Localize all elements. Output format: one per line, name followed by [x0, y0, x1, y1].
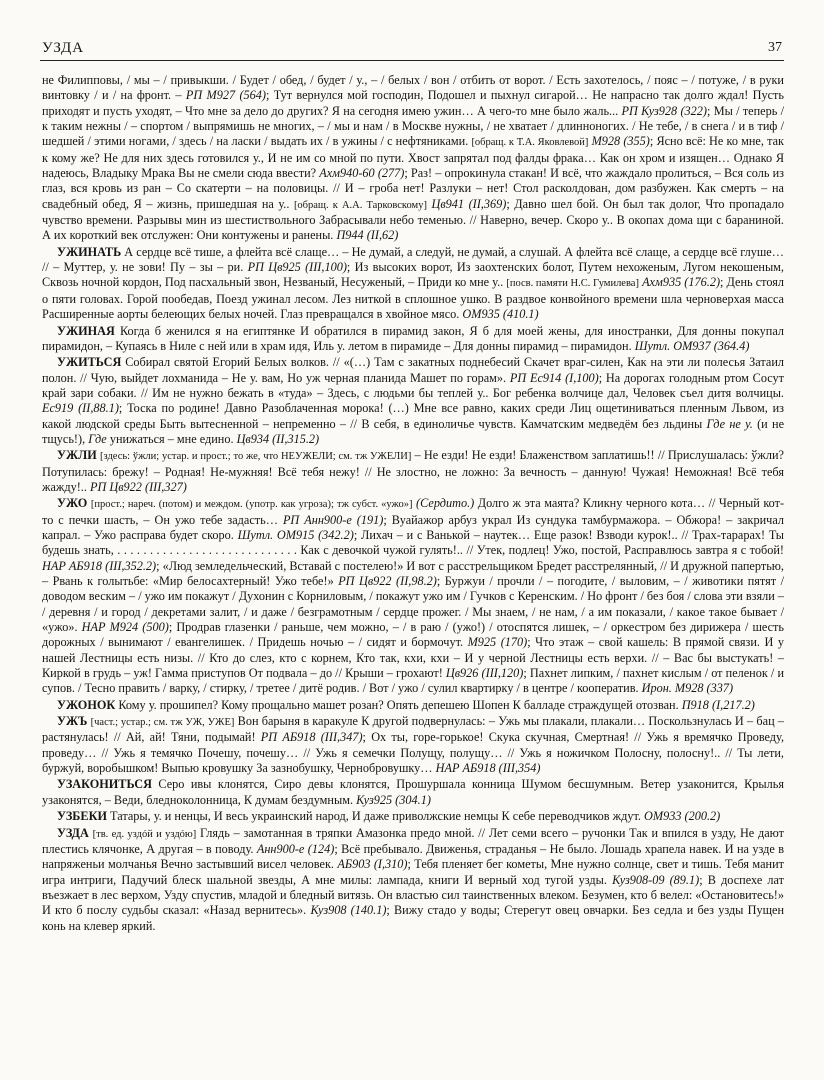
- dictionary-entry: [42, 698, 784, 713]
- source-citation: НАР АБ918 (III,352.2): [42, 558, 157, 573]
- grammar-note: [част.; устар.; см. тж УЖ, УЖЕ]: [90, 717, 235, 729]
- quote-text: ; Раз! – опрокинула стакан! И всё, что жаждало пролиться, – Вся соль из глаз, вся кровь из ран – Со скатерти – на половицы. // И – гроба нет! Разлуки – нет! Стол расколдован, дом разбужен. Как смерть – на свадебный обед, Я – жизнь, пришедшая на у..: [42, 166, 784, 211]
- entry-headword: УЖЛИ: [57, 448, 97, 463]
- quote-text: Когда б женился я на египтянке И обратился в пирамид закон, Я б для моей жены, для иностранки, Для донны покупал пирамидон, – Купаясь в Ниле с ней или в храм идя, Иль у. летом в пирамиде – Для донны пирамид – пирамидон.: [42, 323, 784, 353]
- quote-text: ; День стоял о пяти головах. Горой пообедав, Поезд ужинал лесом. Лез ниткой в сплошное ушко. В раздвое конвойного времени шла черноверхая масса Расширенные аорты белеющих белых ночей. Глаз превращался в хвойное мясо.: [42, 275, 785, 322]
- dictionary-entry: [42, 496, 784, 696]
- quote-text: – Не езди! Не езди! Блаженством заплатишь!! // Прислушалась: ўжли? Потупилась: брежу! – Родная! Не-мужняя! Всё тебя нежу! // Не злостно, не ложно: За вечность – данную! Чужая! Неможная! Всё тебя жажду!..: [42, 448, 784, 494]
- dictionary-entry: [42, 714, 784, 776]
- grammar-note: [тв. ед. уздóй и уздóю]: [92, 828, 197, 840]
- quote-text: Татары, у. и ненцы, И весь украинский народ, И даже приволжские немцы К себе переводчиков ждут.: [106, 809, 645, 824]
- quote-text: унижаться – мне едино.: [106, 431, 237, 446]
- quote-text: ; Вуайажор арбуз украл Из сундука тамбурмажора. – Обжора! – закричал капрал. – Ужо расправа будет скоро.: [42, 512, 784, 542]
- quote-text: ; Вижу стадо у воды; Стерегут овец овчарки. Без седла и без узды Пущен конь на клевер яркий.: [42, 903, 784, 933]
- running-head-title: УЗДА: [42, 40, 85, 56]
- entry-headword: УЗДА: [57, 825, 89, 840]
- source-citation: Где: [88, 431, 107, 446]
- entry-headword: УЖОНОК: [57, 697, 116, 712]
- entry-headword: УЖЪ: [57, 714, 88, 729]
- source-citation: П944 (II,62): [336, 228, 399, 243]
- entry-headword: УЖИНАТЬ: [57, 244, 122, 259]
- grammar-note: [прост.; нареч. (потом) и междом. (употр. как угроза); тж субст. «ужо»]: [90, 499, 413, 511]
- quote-text: А сердце всё тише, а флейта всё слаще… – Не думай, а следуй, не думай, а слушай. А флейта всё слаще, а сердце всё глуше… // – Муттер, у. не зови! Пу – зы – ри.: [42, 244, 784, 275]
- source-citation: Ес919 (II,88.1): [42, 401, 119, 416]
- source-citation: Ахм935 (176.2): [642, 275, 721, 290]
- quote-text: не Филипповы, / мы – / привыкши. / Будет / обед, / будет / у., – / белых / вон / отбить от ворот. / Есть захотелось, / пояс – / потуже, / в руки винтовку / и / на фронт. –: [42, 73, 784, 103]
- quote-text: ; Лихач – и с Ванькой – наутек… Еще разок! Взводи курок!.. // Трах-тарарах! Ты будешь знать, . . . . . . . . . . . . . . . . . . . . . . . . . . . . Как с девочкой чужой гулять!.. // Утек, подлец! Ужо, постой, Расправлюсь завтра я с тобой!: [42, 527, 784, 558]
- quote-text: ; Ясно всё: Не ко мне, так к кому же? Не для них здесь готовился у., И не им со мной по пути. Хвост запрятал под фалды фрака… Как он хром и изящен… Однако Я надеюсь, Владыку Мрака Вы не смели сюда ввести?: [42, 134, 784, 181]
- entry-headword: УЖИТЬСЯ: [57, 355, 122, 370]
- source-citation: Цв941 (II,369): [431, 196, 507, 211]
- source-citation: НАР АБ918 (III,354): [435, 761, 541, 776]
- grammar-note: [здесь: ўжли; устар. и прост.; то же, что НЕУЖЕЛИ; см. тж УЖЕЛИ]: [100, 451, 412, 463]
- source-citation: РП Цв922 (II,98.2): [338, 574, 437, 588]
- quote-text: Глядь – замотанная в тряпки Амазонка предо мной. // Лет семи всего – ручонки Так и впился в узду, Не дают плестись клячонке, А другая – в поводу.: [42, 825, 785, 856]
- dictionary-entry: [42, 826, 784, 934]
- grammar-note: [обращ. к Т.А. Яковлевой]: [471, 137, 589, 149]
- source-citation: НАР М924 (500): [81, 620, 169, 635]
- source-citation: ОМ935 (410.1): [462, 307, 539, 322]
- source-citation: РП Цв925 (III,100): [247, 260, 347, 275]
- entry-headword: УЖИНАЯ: [57, 323, 115, 338]
- dictionary-entry: [42, 73, 784, 244]
- source-citation: Куз908-09 (89.1): [612, 872, 700, 887]
- source-citation: Ирон. М928 (337): [641, 681, 734, 696]
- dictionary-entry: [42, 809, 784, 824]
- quote-text: Серо ивы клонятся, Сиро девы клонятся, Прошуршала конница Шумом бесшумным. Ветер узаконится, Крылья узаконятся, – Веди, бледноколонница, К думам бездумным.: [42, 777, 784, 807]
- quote-text: Собирал святой Егорий Белых волков. // «(…) Там с закатных поднебесий Скачет враг-силен, Как на эти ли полесья Затаил полон. // Чую, выйдет лохманида – Не у. вам, Но уж черная планида Машет по горам».: [42, 355, 784, 385]
- quote-text: ; Продрав глазенки / раньше, чем можно, – / в раю / (ужо!) / отоспятся лишек, – / оркестром без дирижера / шесть дорожных / вынимают / евангелишек. / Придешь ночью – / сидят и бормочут.: [42, 620, 784, 650]
- quote-text: ; Из высоких ворот, Из заохтенских болот, Путем нехоженым, Лугом некошеным, Сквозь ночной кордон, Под пасхальный звон, Незваный, Несуженый, – Приди ко мне у..: [42, 260, 784, 290]
- source-citation: Ахм940-60 (277): [319, 166, 405, 181]
- source-citation: (Сердито.): [416, 496, 475, 511]
- quote-text: ; Пахнет липким, / пахнет кислым / от пеленок / и супов. / Тесно править / варку, / стирку, / третее / дитё родив. / Вот / ужо / сулил квартирку / в центре / кооператив.: [42, 666, 785, 696]
- source-citation: РП АБ918 (III,347): [260, 730, 363, 745]
- dictionary-entry: [42, 448, 784, 495]
- quote-text: ; В доспехе лат въезжает в лес верхом, Узду спустив, младой и бледный витязь. Он властью сил таинственных влеком. Безумен, кто б велел: «Остановитесь!» И кто б послу судьбы сказал: «Назад вернитесь».: [42, 872, 784, 918]
- source-citation: РП М927 (564): [185, 88, 266, 103]
- source-citation: РП Ес914 (I,100): [509, 370, 599, 385]
- running-header: [40, 38, 784, 61]
- source-citation: Цв926 (III,120): [445, 666, 524, 681]
- source-citation: Куз908 (140.1): [310, 903, 387, 918]
- source-citation: Где не у.: [706, 416, 753, 431]
- dictionary-entry: [42, 324, 784, 355]
- quote-text: ; Всё пребывало. Движенья, страданья – Не было. Лошадь храпела навек. И на узде в напряженьи молчанья Вечно застывший висел человек.: [42, 841, 784, 872]
- entry-headword: УЗБЕКИ: [57, 809, 107, 824]
- dictionary-entry: [42, 355, 784, 447]
- quote-text: ; Давно шел бой. Он был так долог, Что пропадало чувство времени. Разрывы мин из шестиствольного Забрасывали небо теменью. // Наверно, вечер. Скоро у.. В окопах дома щи с бараниной. А их короткий век отслужен: Они контужены и ранены.: [42, 196, 784, 243]
- source-citation: ОМ933 (200.2): [644, 809, 721, 824]
- source-citation: РП Анн900-е (191): [282, 512, 384, 527]
- source-citation: АБ903 (I,310): [337, 857, 408, 872]
- source-citation: Куз925 (304.1): [356, 792, 431, 807]
- source-citation: РП Куз928 (322): [621, 103, 708, 118]
- page-number: 37: [768, 40, 782, 55]
- source-citation: Шутл. ОМ915 (342.2): [237, 527, 354, 542]
- entry-headword: УЗАКОНИТЬСЯ: [57, 777, 152, 792]
- quote-text: ; Ох ты, горе-горькое! Скука скучная, Смертная! // Ужь я времячко Проведу, проведу… // Ужь я темячко Почешу, почешу… // Ужь я семечки Полущу, полущу… // Ужь я ножичком Полосну, полосну!.. // Ты лети, буржуй, воробышком! Выпью кровушку За зазнобушку, Чернобровушку…: [42, 730, 785, 776]
- source-citation: Цв934 (II,315.2): [236, 431, 320, 446]
- source-citation: Анн900-е (124): [256, 841, 335, 856]
- quote-text: ; Мы / теперь / к таким нежны / – спортом / выпрямишь не многих, – / мы и нам / в Москве нужны, / не хватает / длинноногих. / Не тебе, / в снега / и в тиф / шедшей / этими ногами, / здесь / на ласки / выдать их / в ужины / с нефтяниками.: [42, 103, 785, 149]
- quote-text: ; На дорогах голодным ртом Сосут край зари собаки. // Им не нужно бежать в «туда» – Здесь, с людьми бы теплей у.. Бог ребенка волчице дал, Человек съел дитя волчицы.: [42, 370, 784, 400]
- quote-text: ; Буржуи / прочли / – погодите, / выловим, – / животики пятят / доводом веским – / ужо им покажут / Духонин с Корниловым, / покажут ужо им / Гучков с Керенским. / Но фронт / без боя / слова эти взяли – / деревня / и город / декретами залит, / и даже / безграмотным / сердце прожег. / Мы знаем, / не нам, / а им показали, / какое такое бывает / «ужо».: [42, 574, 784, 635]
- source-citation: Шутл. ОМ937 (364.4): [634, 338, 750, 353]
- quote-text: Кому у. прошипел? Кому прощально машет розан? Опять депешею Шопен К балладе страждущей отозван.: [115, 697, 682, 712]
- source-citation: РП Цв922 (III,327): [90, 479, 187, 494]
- entry-headword: УЖО: [57, 496, 88, 511]
- source-citation: М928 (355): [591, 134, 650, 149]
- source-citation: М925 (170): [467, 635, 528, 650]
- quote-text: ; «Люд земледельческий, Вставай с постелею!» И вот с расстрельщиком Бредет расстрелянный, // И дружной папертью, – Рвань к голытьбе: «Мир белосахтерный! Ужо тебе!»: [42, 558, 784, 588]
- quote-text: ; Тоска по родине! Давно Разоблаченная морока! (…) Мне все равно, каких среди Лиц ощетиниваться пленным Львом, из какой людской среды Быть вытесненной – непременно – // В себя, в единоличье чувств. Камчатским медведём без льдины: [42, 401, 784, 431]
- quote-text: (и не тщусь!),: [42, 416, 785, 446]
- quote-text: Вон барыня в каракуле К другой подвернулась: – Ужь мы плакали, плакали… Поскользнулась И – бац – растянулась! // Ай, ай! Тяни, подымай!: [42, 714, 785, 745]
- quote-text: ; Тут вернулся мой господин, Подошел и пыхнул сигарой… Не напрасно так долго ждал! Пусть приходят и пусть уходят, – Что мне за дело до других? Я на сегодня имею ужин… А чего-то мне было жаль...: [42, 88, 784, 118]
- quote-text: ; Что этаж – свой кашель: В прямой связи. И у нашей Лестницы есть низы. // Кто до слез, кто с корнем, Кто так, кхи, кхи – И у черной Лестницы есть верхи. // – Вас бы выстукать! – Киркой в грудь – уж! Гамма приступов От подвала – до // Крыши – грохают!: [42, 635, 784, 681]
- source-citation: П918 (I,217.2): [681, 697, 755, 712]
- grammar-note: [посв. памяти Н.С. Гумилева]: [506, 278, 639, 290]
- dictionary-entry: [42, 777, 784, 808]
- dictionary-entry: [42, 245, 784, 323]
- quote-text: Долго ж эта маята? Кликну черного кота… // Черный кот-то с печки шасть, – Он ужо тебе задасть…: [42, 496, 785, 527]
- dictionary-entries: [42, 73, 784, 935]
- grammar-note: [обращ. к А.А. Тарковскому]: [293, 199, 427, 211]
- quote-text: ; Тебя пленяет бег кометы, Мне нужно солнце, свет и тишь. Тебя манит игра интриги, Падучий блеск шальной звезды, А мне милы: лампада, книги И верный ход тугой узды.: [42, 857, 784, 887]
